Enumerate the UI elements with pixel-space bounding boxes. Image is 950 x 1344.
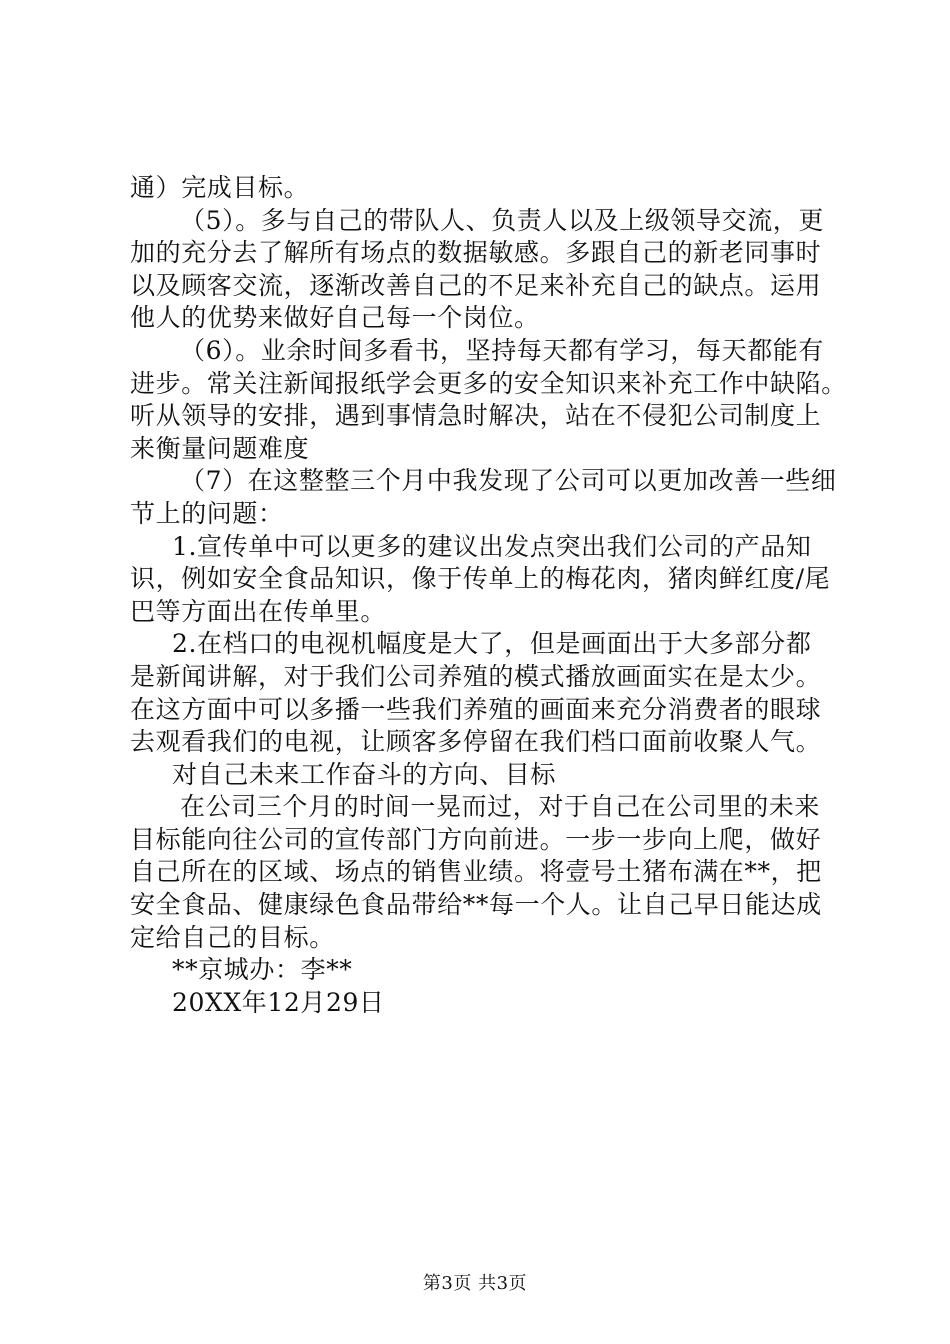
text-line: 2.在档口的电视机幅度是大了，但是画面出于大多部分都	[172, 629, 812, 659]
text-line: （7）在这整整三个月中我发现了公司可以更加改善一些细	[180, 466, 837, 496]
text-line: 1.宣传单中可以更多的建议出发点突出我们公司的产品知	[172, 531, 812, 561]
text-line: 在公司三个月的时间一晃而过，对于自己在公司里的未来	[180, 792, 821, 822]
text-line: 在这方面中可以多播一些我们养殖的画面来充分消费者的眼球	[130, 694, 822, 724]
page-footer: 第3页 共3页	[422, 1273, 528, 1294]
text-line: 去观看我们的电视，让顾客多停留在我们档口面前收聚人气。	[130, 727, 822, 757]
text-line: 他人的优势来做好自己每一个岗位。	[130, 303, 540, 333]
text-line: （5）。多与自己的带队人、负责人以及上级领导交流，更	[180, 205, 825, 235]
text-line: 自己所在的区域、场点的销售业绩。将壹号土猪布满在**，把	[130, 857, 822, 887]
text-line: 安全食品、健康绿色食品带给**每一个人。让自己早日能达成	[130, 890, 822, 920]
text-line: 加的充分去了解所有场点的数据敏感。多跟自己的新老同事时	[130, 238, 822, 268]
section-heading: 对自己未来工作奋斗的方向、目标	[172, 759, 557, 789]
text-line: 听从领导的安排，遇到事情急时解决，站在不侵犯公司制度上	[130, 401, 822, 431]
text-line: 来衡量问题难度	[130, 433, 310, 463]
text-line: 定给自己的目标。	[130, 922, 335, 952]
text-line: （6）。业余时间多看书，坚持每天都有学习，每天都能有	[180, 335, 825, 365]
signature: **京城办：李**	[172, 955, 353, 985]
text-line: 节上的问题：	[130, 498, 284, 528]
text-line: 识，例如安全食品知识，像于传单上的梅花肉，猪肉鲜红度/尾	[130, 564, 831, 594]
date: 20XX年12月29日	[172, 987, 385, 1017]
document-body	[130, 172, 850, 1019]
text-line: 通）完成目标。	[130, 173, 310, 202]
text-line: 进步。常关注新闻报纸学会更多的安全知识来补充工作中缺陷。	[130, 368, 847, 398]
text-line: 目标能向往公司的宣传部门方向前进。一步一步向上爬，做好	[130, 824, 822, 854]
text-line: 是新闻讲解，对于我们公司养殖的模式播放画面实在是太少。	[130, 661, 822, 691]
text-line: 以及顾客交流，逐渐改善自己的不足来补充自己的缺点。运用	[130, 270, 822, 300]
text-line: 巴等方面出在传单里。	[130, 596, 387, 626]
